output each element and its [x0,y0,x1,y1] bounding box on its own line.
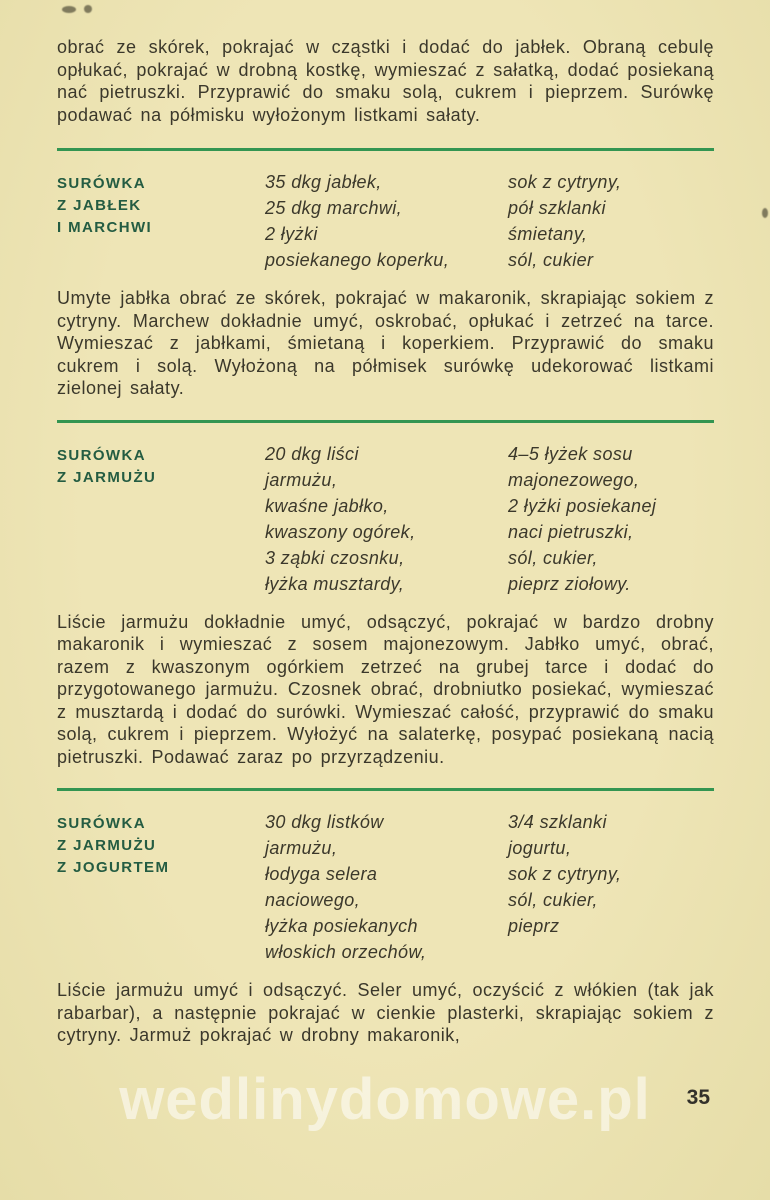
ingredient-line: łodyga selera [265,864,378,884]
ingredient-line: sól, cukier [508,250,594,270]
ingredient-line: kwaszony ogórek, [265,521,416,542]
ingredient-line: majonezowego, [508,469,640,490]
ingredients-column-1 [265,809,508,965]
ingredient-line: jarmużu, [265,469,338,490]
recipe-header [57,169,714,273]
watermark: wedlinydomowe.pl [119,1067,651,1132]
recipe-title-line: Z JARMUŻU [57,468,157,486]
ingredient-line: jogurtu, [508,838,572,858]
section-divider [57,420,714,423]
ingredient-line: 3 ząbki czosnku, [265,547,405,568]
section-divider [57,148,714,151]
recipe-title [57,169,265,239]
ingredient-line: kwaśne jabłko, [265,495,389,516]
recipe-title-line: Z JABŁEK [57,197,142,214]
ingredient-line: pół szklanki [508,198,606,218]
ingredient-line: posiekanego koperku, [265,250,450,270]
recipe-title-line: Z JARMUŻU [57,837,157,854]
recipe-title-line: I MARCHWI [57,219,153,236]
ingredients-column-1 [265,169,508,273]
intro-paragraph: obrać ze skórek, pokrajać w cząstki i dodać do jabłek. Obraną cebulę opłukać, pokrajać w drobną kostkę, wymieszać z sałatką, dodać posiekaną nać pietruszki. Przyprawić do smaku solą, cukrem i pieprzem. Surówkę podawać na półmisku wyłożonym listkami sałaty. [57,37,714,125]
ingredient-line: jarmużu, [265,838,338,858]
ingredient-line: 35 dkg jabłek, [265,172,382,192]
recipe-instructions: Umyte jabłka obrać ze skórek, pokrajać w makaronik, skrapiając sokiem z cytryny. Marchew dokładnie umyć, oskrobać, opłukać i zetrzeć na tarce. Wymieszać z jabłkami, śmietaną i koperkiem. Przyprawić do smaku cukrem i solą. Wyłożoną na półmisek surówkę udekorować listkami zielonej sałaty. [57,288,714,398]
recipe-section-surowka-z-jarmuzu [57,441,714,769]
ingredient-line: 30 dkg listków [265,812,384,832]
ingredients-column-2 [508,169,714,273]
ingredient-line: 4–5 łyżek sosu [508,443,633,464]
ingredient-line: naciowego, [265,890,361,910]
ingredient-line: pieprz ziołowy. [508,573,631,594]
ingredient-line: śmietany, [508,224,588,244]
page-number: 35 [686,1086,710,1109]
ingredients-column-2 [508,809,714,939]
ingredients-column-1 [265,441,508,597]
ingredient-line: 20 dkg liści [265,443,359,464]
recipe-title [57,809,265,879]
ingredient-line: łyżka musztardy, [265,573,405,594]
ingredient-line: 3/4 szklanki [508,812,607,832]
recipe-title-line: SURÓWKA [57,815,146,832]
recipe-header [57,809,714,965]
ingredient-line: pieprz [508,916,560,936]
recipe-instructions: Liście jarmużu dokładnie umyć, odsączyć, pokrajać w bardzo drobny makaronik i wymieszać z sosem majonezowym. Jabłko umyć, obrać, razem z kwaszonym ogórkiem zetrzeć na grubej tarce i dodać do przygotowanego jarmużu. Czosnek obrać, drobniutko posiekać, wymieszać z musztardą i dodać do surówki. Wymieszać całość, przyprawić do smaku solą, cukrem i pieprzem. Wyłożyć na salaterkę, posypać posiekaną nacią pietruszki. Podawać zaraz po przyrządzeniu. [57,611,714,767]
ingredient-line: sok z cytryny, [508,864,622,884]
recipe-instructions: Liście jarmużu umyć i odsączyć. Seler umyć, oczyścić z włókien (tak jak rabarbar), a następnie pokrajać w cienkie plasterki, skrapiając sokiem z cytryny. Jarmuż pokrajać w drobny makaronik, [57,980,714,1045]
section-divider [57,788,714,791]
recipe-title-line: Z JOGURTEM [57,859,170,876]
ingredient-line: 2 łyżki [265,224,318,244]
ingredient-line: sól, cukier, [508,547,598,568]
scan-artifact [84,5,92,13]
ingredient-line: 25 dkg marchwi, [265,198,403,218]
recipe-section-surowka-z-jablek-i-marchwi [57,169,714,400]
ingredients-column-2 [508,441,714,597]
ingredient-line: łyżka posiekanych [265,916,418,936]
recipe-title [57,441,265,489]
recipe-title-line: SURÓWKA [57,446,146,464]
scan-artifact [62,6,76,13]
recipe-title-line: SURÓWKA [57,175,146,192]
scan-artifact [762,208,768,218]
ingredient-line: włoskich orzechów, [265,942,427,962]
recipe-header [57,441,714,597]
recipe-section-surowka-z-jarmuzu-z-jogurtem [57,809,714,1047]
ingredient-line: sok z cytryny, [508,172,622,192]
ingredient-line: 2 łyżki posiekanej [508,495,657,516]
ingredient-line: sól, cukier, [508,890,598,910]
ingredient-line: naci pietruszki, [508,521,634,542]
